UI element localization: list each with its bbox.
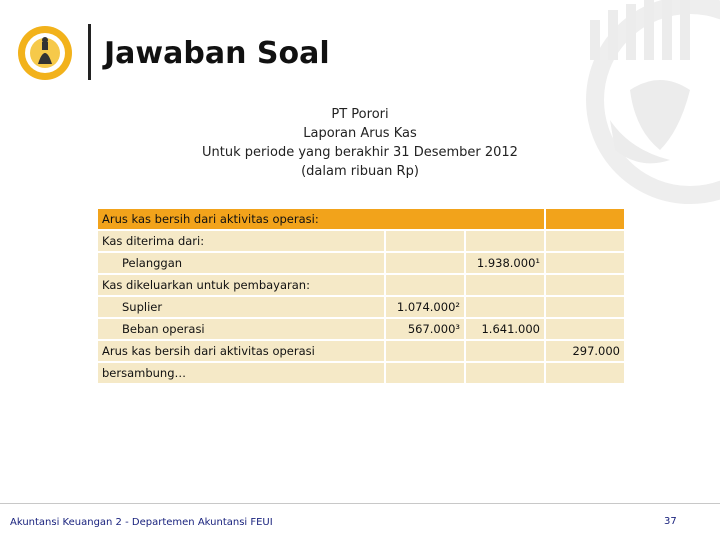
table-cell bbox=[386, 363, 464, 383]
table-row bbox=[98, 231, 624, 251]
report-unit: (dalam ribuan Rp) bbox=[301, 164, 419, 179]
table-cell bbox=[386, 341, 464, 361]
section-header: Arus kas bersih dari aktivitas operasi: bbox=[98, 209, 544, 229]
page-title: Jawaban Soal bbox=[104, 36, 330, 71]
table-cell bbox=[466, 341, 544, 361]
row-label: Kas dikeluarkan untuk pembayaran: bbox=[98, 275, 384, 295]
table-cell bbox=[386, 253, 464, 273]
row-label: Arus kas bersih dari aktivitas operasi bbox=[98, 341, 384, 361]
table-value: 297.000 bbox=[546, 341, 624, 361]
table-cell bbox=[466, 297, 544, 317]
table-cell bbox=[546, 297, 624, 317]
table-row bbox=[98, 253, 624, 273]
row-label: bersambung… bbox=[98, 363, 384, 383]
table-row bbox=[98, 297, 624, 317]
row-label: Suplier bbox=[98, 297, 384, 317]
title-divider bbox=[88, 24, 91, 80]
table-cell bbox=[466, 231, 544, 251]
cash-flow-table bbox=[96, 207, 626, 385]
table-cell bbox=[546, 363, 624, 383]
company-name: PT Porori bbox=[331, 107, 389, 122]
report-name: Laporan Arus Kas bbox=[303, 126, 417, 141]
row-label: Beban operasi bbox=[98, 319, 384, 339]
table-cell bbox=[386, 231, 464, 251]
row-label: Pelanggan bbox=[98, 253, 384, 273]
table-value: 567.000³ bbox=[386, 319, 464, 339]
footer-text: Akuntansi Keuangan 2 - Departemen Akuntansi FEUI bbox=[10, 517, 273, 528]
table-row bbox=[98, 209, 624, 229]
page-number: 37 bbox=[664, 516, 677, 527]
table-value: 1.938.000¹ bbox=[466, 253, 544, 273]
report-heading bbox=[0, 105, 720, 181]
table-row bbox=[98, 275, 624, 295]
table-cell bbox=[386, 275, 464, 295]
table-row bbox=[98, 363, 624, 383]
table-cell bbox=[466, 275, 544, 295]
table-cell bbox=[466, 363, 544, 383]
table-cell bbox=[546, 209, 624, 229]
table-cell bbox=[546, 231, 624, 251]
table-cell bbox=[546, 275, 624, 295]
row-label: Kas diterima dari: bbox=[98, 231, 384, 251]
table-row bbox=[98, 319, 624, 339]
report-period: Untuk periode yang berakhir 31 Desember 2012 bbox=[202, 145, 518, 160]
table-value: 1.074.000² bbox=[386, 297, 464, 317]
table-cell bbox=[546, 253, 624, 273]
footer-divider bbox=[0, 503, 720, 504]
table-cell bbox=[546, 319, 624, 339]
table-value: 1.641.000 bbox=[466, 319, 544, 339]
table-row bbox=[98, 341, 624, 361]
university-logo bbox=[16, 24, 74, 82]
